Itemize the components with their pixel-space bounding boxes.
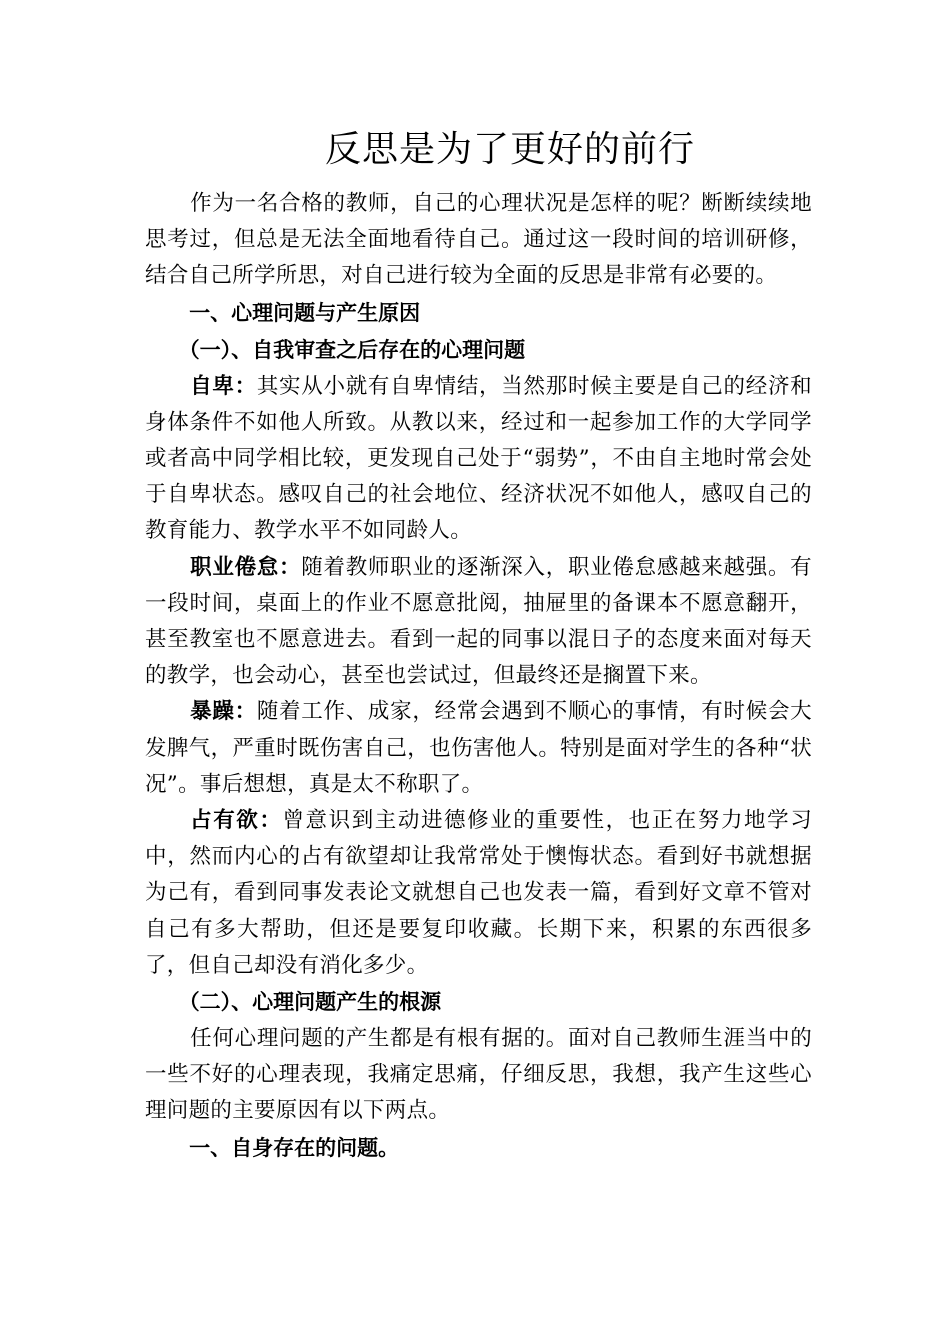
item-paragraph-inferiority bbox=[145, 369, 812, 550]
item-term: 暴躁： bbox=[190, 699, 257, 725]
item-paragraph-irritability bbox=[145, 694, 812, 803]
section-heading-1: 一、心理问题与产生原因 bbox=[189, 300, 421, 325]
item-term: 自卑： bbox=[190, 373, 257, 399]
item-text: 随着工作、成家，经常会遇到不顺心的事情，有时候会大发脾气，严重时既伤害自己，也伤害他人。特别是面对学生的各种“状况”。事后想想，真是太不称职了。 bbox=[145, 699, 812, 797]
section-heading-2: 一、自身存在的问题。 bbox=[189, 1135, 400, 1160]
item-term: 职业倦怠： bbox=[190, 554, 302, 580]
item-text: 其实从小就有自卑情结，当然那时候主要是自己的经济和身体条件不如他人所致。从教以来，经过和一起参加工作的大学同学或者高中同学相比较，更发现自己处于“弱势”，不由自主地时常会处于自卑状态。感叹自己的社会地位、经济状况不如他人，感叹自己的教育能力、教学水平不如同龄人。 bbox=[145, 373, 812, 544]
intro-paragraph: 作为一名合格的教师，自己的心理状况是怎样的呢？断断续续地思考过，但总是无法全面地看待自己。通过这一段时间的培训研修，结合自己所学所思，对自己进行较为全面的反思是非常有必要的。 bbox=[145, 191, 812, 289]
roots-paragraph: 任何心理问题的产生都是有根有据的。面对自己教师生涯当中的一些不好的心理表现，我痛定思痛，仔细反思，我想，我产生这些心理问题的主要原因有以下两点。 bbox=[145, 1026, 812, 1124]
item-term: 占有欲： bbox=[190, 808, 283, 834]
item-text: 随着教师职业的逐渐深入，职业倦怠感越来越强。有一段时间，桌面上的作业不愿意批阅，抽屉里的备课本不愿意翻开，甚至教室也不愿意进去。看到一起的同事以混日子的态度来面对每天的教学，也会动心，甚至也尝试过，但最终还是搁置下来。 bbox=[145, 554, 812, 689]
document-body bbox=[145, 186, 812, 1167]
subsection-heading-1: （一）、自我审查之后存在的心理问题 bbox=[178, 337, 526, 362]
item-paragraph-burnout bbox=[145, 550, 812, 695]
item-text: 曾意识到主动进德修业的重要性，也正在努力地学习中，然而内心的占有欲望却让我常常处于懊悔状态。看到好书就想据为己有，看到同事发表论文就想自己也发表一篇，看到好文章不管对自己有多大帮助，但还是要复印收藏。长期下来，积累的东西很多了，但自己却没有消化多少。 bbox=[145, 808, 813, 978]
item-paragraph-possessiveness bbox=[145, 803, 812, 984]
subsection-heading-2: （二）、心理问题产生的根源 bbox=[178, 990, 442, 1015]
document-title: 反思是为了更好的前行 bbox=[324, 129, 695, 170]
